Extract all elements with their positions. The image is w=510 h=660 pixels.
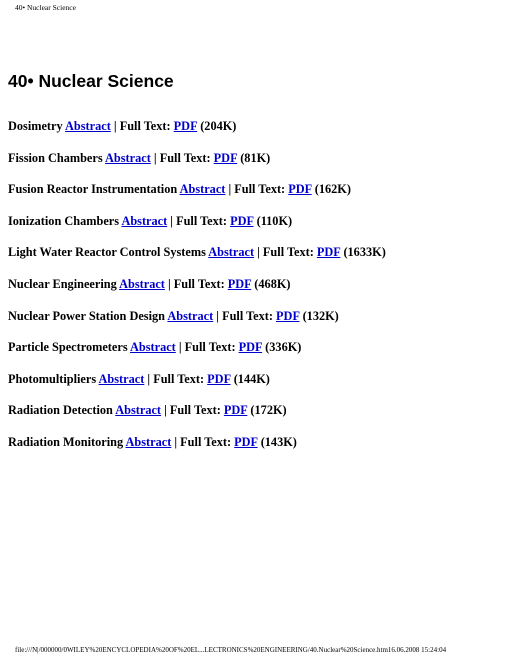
full-text-label: Full Text: (262, 245, 314, 260)
separator: | (170, 213, 173, 228)
article-title: Dosimetry (8, 119, 63, 133)
separator: | (216, 308, 219, 323)
full-text-label: Full Text: (153, 371, 205, 386)
file-size: (172K) (250, 403, 287, 418)
article-title: Fusion Reactor Instrumentation (8, 182, 178, 197)
abstract-link[interactable]: Abstract (121, 213, 168, 228)
list-item (8, 432, 508, 464)
separator: | (228, 182, 232, 197)
file-size: (1633K) (343, 245, 386, 260)
full-text-label: Full Text: (176, 213, 227, 228)
list-item (8, 369, 508, 401)
pdf-link[interactable]: PDF (227, 276, 252, 291)
full-text-label: Full Text: (119, 119, 171, 133)
abstract-link[interactable]: Abstract (130, 340, 176, 355)
list-item (8, 116, 508, 148)
full-text-label: Full Text: (169, 403, 221, 418)
abstract-link[interactable]: Abstract (65, 119, 111, 133)
list-item (8, 179, 508, 211)
abstract-link[interactable]: Abstract (125, 434, 172, 449)
file-size: (132K) (302, 308, 339, 323)
article-title: Nuclear Power Station Design (8, 308, 166, 323)
file-size: (204K) (200, 119, 237, 133)
full-text-label: Full Text: (180, 434, 232, 449)
pdf-link[interactable]: PDF (276, 308, 300, 323)
list-item (8, 148, 508, 180)
separator: | (113, 119, 117, 133)
file-size: (144K) (233, 371, 270, 386)
pdf-link[interactable]: PDF (234, 434, 258, 449)
abstract-link[interactable]: Abstract (208, 245, 255, 260)
list-item (8, 211, 508, 243)
separator: | (178, 340, 182, 355)
abstract-link[interactable]: Abstract (167, 308, 214, 323)
full-text-label: Full Text: (184, 340, 236, 355)
article-title: Radiation Detection (8, 403, 113, 418)
pdf-link[interactable]: PDF (223, 403, 248, 418)
article-list (8, 116, 508, 464)
pdf-link[interactable]: PDF (230, 213, 254, 228)
list-item (8, 274, 508, 306)
pdf-link[interactable]: PDF (238, 340, 263, 355)
abstract-link[interactable]: Abstract (105, 150, 151, 165)
pdf-link[interactable]: PDF (288, 182, 312, 197)
article-title: Particle Spectrometers (8, 340, 128, 355)
separator: | (153, 150, 157, 165)
list-item (8, 337, 508, 369)
full-text-label: Full Text: (234, 182, 286, 197)
page-title: 40• Nuclear Science (8, 71, 174, 91)
pdf-link[interactable]: PDF (316, 245, 341, 260)
article-title: Fission Chambers (8, 150, 103, 165)
list-item (8, 306, 508, 338)
article-title: Photomultipliers (8, 371, 97, 386)
file-size: (110K) (256, 213, 293, 228)
separator: | (257, 245, 260, 260)
article-title: Nuclear Engineering (8, 276, 117, 291)
separator: | (174, 434, 178, 449)
file-size: (336K) (265, 340, 302, 355)
abstract-link[interactable]: Abstract (98, 371, 145, 386)
full-text-label: Full Text: (159, 150, 211, 165)
list-item (8, 242, 508, 274)
page-footer: file:///N|/000000/0WILEY%20ENCYCLOPEDIA%20OF%20EL...LECTRONICS%20ENGINEERING/40.Nuclear%20Science.htm16.06.2008 15:24:04 (15, 646, 447, 654)
abstract-link[interactable]: Abstract (115, 403, 162, 418)
abstract-link[interactable]: Abstract (179, 182, 226, 197)
file-size: (162K) (314, 182, 351, 197)
article-title: Radiation Monitoring (8, 434, 124, 449)
abstract-link[interactable]: Abstract (119, 276, 165, 291)
page-header: 40• Nuclear Science (15, 3, 76, 12)
article-title: Light Water Reactor Control Systems (8, 245, 206, 260)
pdf-link[interactable]: PDF (213, 150, 238, 165)
separator: | (167, 276, 171, 291)
separator: | (147, 371, 151, 386)
full-text-label: Full Text: (222, 308, 273, 323)
separator: | (164, 403, 167, 418)
pdf-link[interactable]: PDF (173, 119, 198, 133)
file-size: (143K) (260, 434, 297, 449)
article-title: Ionization Chambers (8, 213, 120, 228)
full-text-label: Full Text: (173, 276, 225, 291)
list-item (8, 400, 508, 432)
file-size: (468K) (254, 276, 291, 291)
file-size: (81K) (240, 150, 271, 165)
pdf-link[interactable]: PDF (207, 371, 231, 386)
